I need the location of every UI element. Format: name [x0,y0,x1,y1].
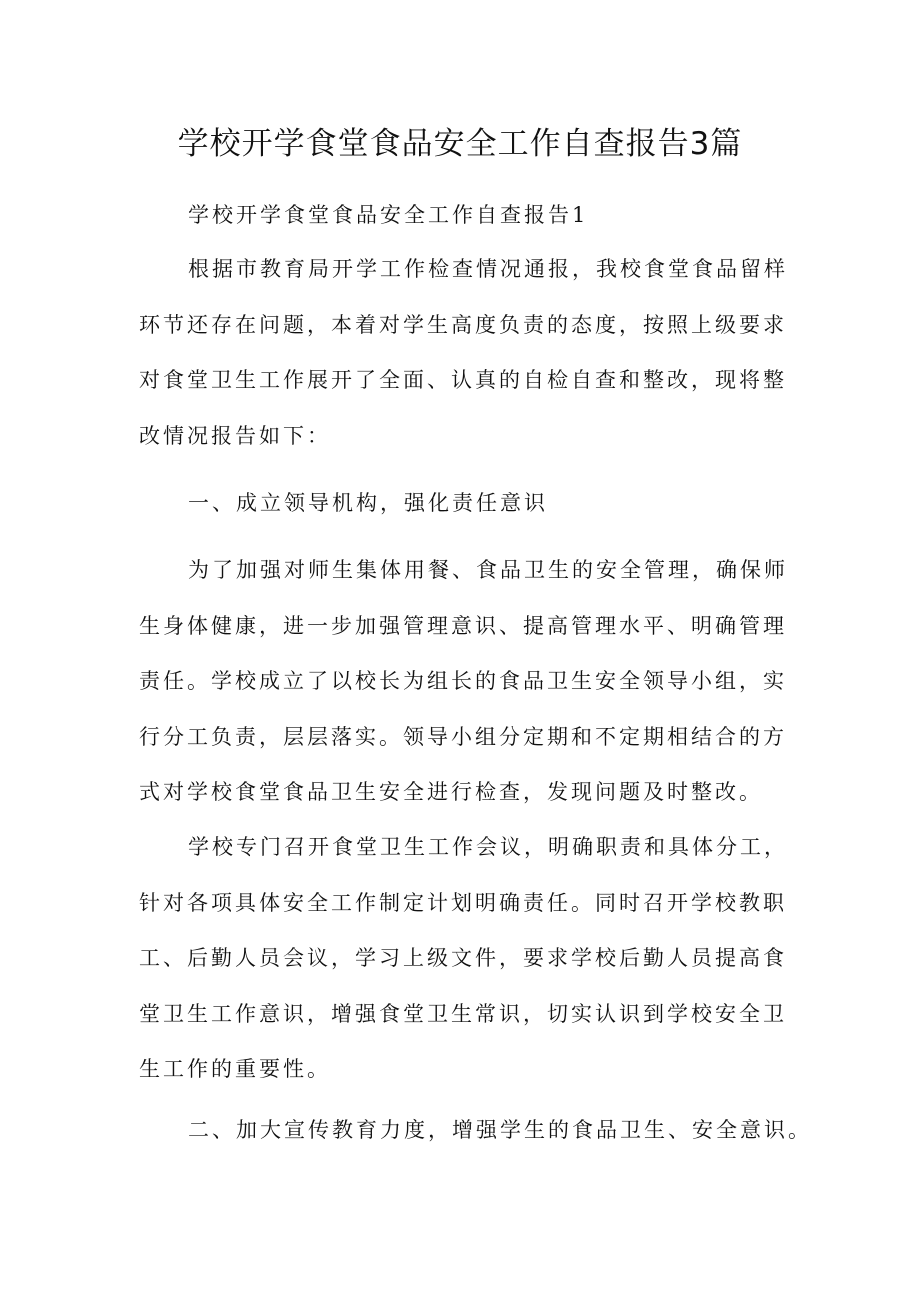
document-title: 学校开学食堂食品安全工作自查报告3篇 [177,126,743,162]
section-heading-2: 二、加大宣传教育力度，增强学生的食品卫生、安全意识。 [188,1118,812,1142]
section-heading-1: 一、成立领导机构，强化责任意识 [188,491,548,515]
report-subtitle: 学校开学食堂食品安全工作自查报告1 [188,203,589,227]
paragraph-intro: 根据市教育局开学工作检查情况通报，我校食堂食品留样环节还存在问题，本着对学生高度负责的态度，按照上级要求对食堂卫生工作展开了全面、认真的自检自查和整改，现将整改情况报告如下： [139,257,788,448]
paragraph-meeting: 学校专门召开食堂卫生工作会议，明确职责和具体分工，针对各项具体安全工作制定计划明确责任。同时召开学校教职工、后勤人员会议，学习上级文件，要求学校后勤人员提高食堂卫生工作意识，增强食堂卫生常识，切实认识到学校安全卫生工作的重要性。 [139,835,788,1081]
paragraph-leadership: 为了加强对师生集体用餐、食品卫生的安全管理，确保师生身体健康，进一步加强管理意识、提高管理水平、明确管理责任。学校成立了以校长为组长的食品卫生安全领导小组，实行分工负责，层层落实。领导小组分定期和不定期相结合的方式对学校食堂食品卫生安全进行检查，发现问题及时整改。 [139,558,788,804]
